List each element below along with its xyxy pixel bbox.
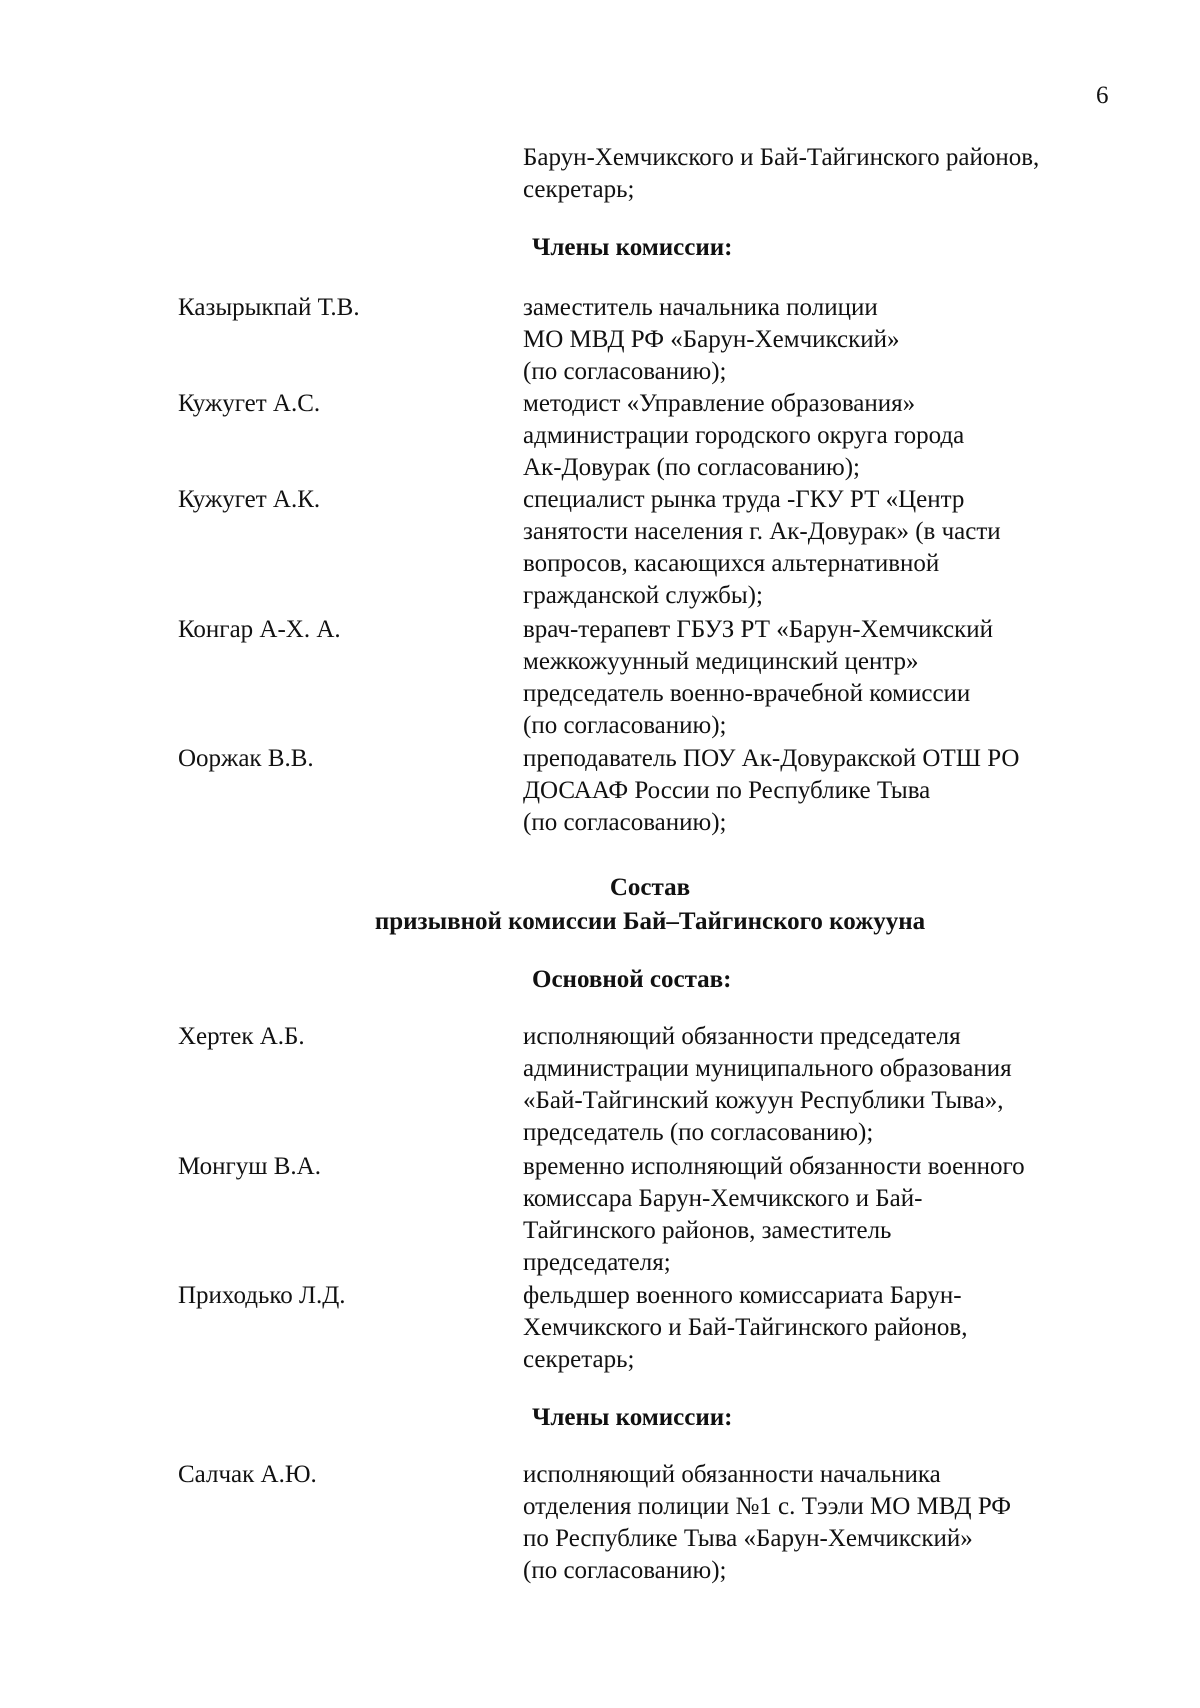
description-line: заместитель начальника полиции bbox=[523, 294, 878, 321]
description-line: межкожуунный медицинский центр» bbox=[523, 648, 919, 675]
member-name: Казырыкпай Т.В. bbox=[178, 294, 360, 321]
intro-text bbox=[523, 142, 1123, 206]
description-line: «Бай-Тайгинский кожуун Республики Тыва», bbox=[523, 1087, 1004, 1114]
page-number: 6 bbox=[1096, 82, 1109, 109]
description-line: МО МВД РФ «Барун-Хемчикский» bbox=[523, 326, 900, 353]
description-line: исполняющий обязанности председателя bbox=[523, 1023, 961, 1050]
description-line: методист «Управление образования» bbox=[523, 390, 916, 417]
description-line: Ак-Довурак (по согласованию); bbox=[523, 454, 860, 481]
description-line: комиссара Барун-Хемчикского и Бай- bbox=[523, 1185, 923, 1212]
member-name: Приходько Л.Д. bbox=[178, 1282, 346, 1309]
description-line: по Республике Тыва «Барун-Хемчикский» bbox=[523, 1525, 973, 1552]
member-description bbox=[523, 743, 1123, 839]
member-name: Конгар А-Х. А. bbox=[178, 616, 341, 643]
member-name: Кужугет А.С. bbox=[178, 390, 321, 417]
member-description bbox=[523, 1280, 1123, 1376]
description-line: (по согласованию); bbox=[523, 809, 727, 836]
description-line: (по согласованию); bbox=[523, 1557, 727, 1584]
description-line: председатель (по согласованию); bbox=[523, 1119, 874, 1146]
description-line: (по согласованию); bbox=[523, 358, 727, 385]
composition-title: Состав bbox=[609, 874, 691, 901]
member-name: Хертек А.Б. bbox=[178, 1023, 305, 1050]
description-line: председателя; bbox=[523, 1249, 671, 1276]
intro-line: Барун-Хемчикского и Бай-Тайгинского районов, bbox=[523, 144, 1040, 171]
composition-subtitle: призывной комиссии Бай–Тайгинского кожууна bbox=[374, 908, 926, 935]
description-line: врач-терапевт ГБУЗ РТ «Барун-Хемчикский bbox=[523, 616, 993, 643]
member-name: Кужугет А.К. bbox=[178, 486, 321, 513]
description-line: Тайгинского районов, заместитель bbox=[523, 1217, 892, 1244]
member-description bbox=[523, 1151, 1123, 1279]
description-line: ДОСААФ России по Республике Тыва bbox=[523, 777, 931, 804]
member-name: Салчак А.Ю. bbox=[178, 1461, 317, 1488]
description-line: секретарь; bbox=[523, 1346, 635, 1373]
description-line: исполняющий обязанности начальника bbox=[523, 1461, 941, 1488]
description-line: отделения полиции №1 с. Тээли МО МВД РФ bbox=[523, 1493, 1012, 1520]
main-composition-heading: Основной состав: bbox=[532, 966, 732, 993]
members-heading: Члены комиссии: bbox=[532, 1404, 733, 1431]
description-line: (по согласованию); bbox=[523, 712, 727, 739]
description-line: гражданской службы); bbox=[523, 582, 763, 609]
description-line: администрации муниципального образования bbox=[523, 1055, 1012, 1082]
members-heading: Члены комиссии: bbox=[532, 234, 733, 261]
description-line: вопросов, касающихся альтернативной bbox=[523, 550, 940, 577]
description-line: временно исполняющий обязанности военного bbox=[523, 1153, 1025, 1180]
member-description bbox=[523, 1459, 1123, 1587]
member-name: Монгуш В.А. bbox=[178, 1153, 321, 1180]
description-line: председатель военно-врачебной комиссии bbox=[523, 680, 971, 707]
member-description bbox=[523, 614, 1123, 742]
member-name: Ооржак В.В. bbox=[178, 745, 314, 772]
description-line: фельдшер военного комиссариата Барун- bbox=[523, 1282, 962, 1309]
description-line: преподаватель ПОУ Ак-Довуракской ОТШ РО bbox=[523, 745, 1020, 772]
member-description bbox=[523, 292, 1123, 388]
description-line: администрации городского округа города bbox=[523, 422, 965, 449]
description-line: специалист рынка труда -ГКУ РТ «Центр bbox=[523, 486, 965, 513]
intro-line: секретарь; bbox=[523, 176, 635, 203]
member-description bbox=[523, 1021, 1123, 1149]
description-line: Хемчикского и Бай-Тайгинского районов, bbox=[523, 1314, 968, 1341]
description-line: занятости населения г. Ак-Довурак» (в части bbox=[523, 518, 1001, 545]
member-description bbox=[523, 484, 1123, 612]
member-description bbox=[523, 388, 1123, 484]
